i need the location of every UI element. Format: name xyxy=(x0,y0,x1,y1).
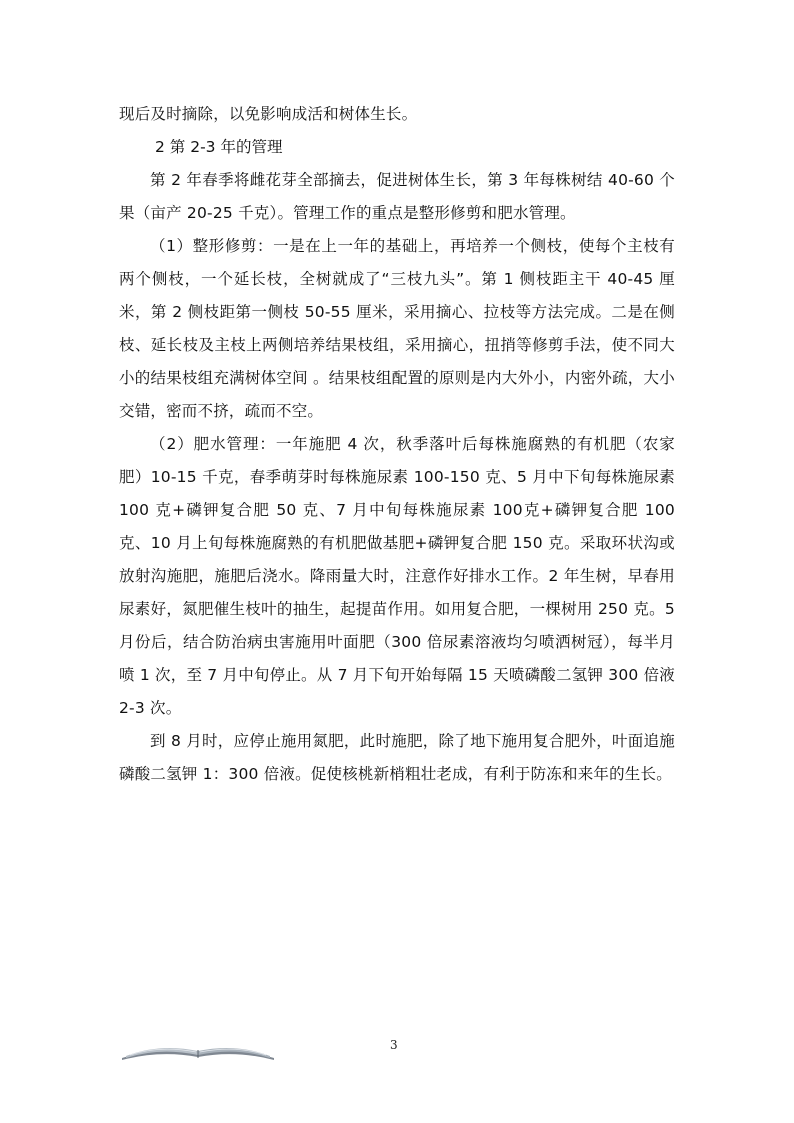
paragraph-pruning: （1）整形修剪：一是在上一年的基础上，再培养一个侧枝，使每个主枝有两个侧枝，一个延长枝，全树就成了“三枝九头”。第 1 侧枝距主干 40-45 厘米，第 2 侧枝距第一侧枝 50-55 厘米，采用摘心、拉枝等方法完成。二是在侧枝、延长枝及主枝上两侧培养结果枝组，采用摘心，扭捎等修剪手法，使不同大小的结果枝组充满树体空间 。结果枝组配置的原则是内大外小，内密外疏，大小交错，密而不挤，疏而不空。 xyxy=(119,237,675,420)
paragraph-august: 到 8 月时，应停止施用氮肥，此时施肥，除了地下施用复合肥外，叶面追施磷酸二氢钾 1：300 倍液。促使核桃新梢粗壮老成，有利于防冻和来年的生长。 xyxy=(119,732,675,783)
paragraph-year-overview: 第 2 年春季将雌花芽全部摘去，促进树体生长，第 3 年每株树结 40-60 个果（亩产 20-25 千克）。管理工作的重点是整形修剪和肥水管理。 xyxy=(119,171,675,222)
paragraph-continuation: 现后及时摘除，以免影响成活和树体生长。 xyxy=(119,105,418,123)
paragraph-fertilizer: （2）肥水管理：一年施肥 4 次，秋季落叶后每株施腐熟的有机肥（农家肥）10-15 千克，春季萌芽时每株施尿素 100-150 克、5 月中下旬每株施尿素 100 克+磷钾复合肥 50 克、7 月中旬每株施尿素 100克+磷钾复合肥 100 克、10 月上旬每株施腐熟的有机肥做基肥+磷钾复合肥 150 克。采取环状沟或放射沟施肥，施肥后浇水。降雨量大时，注意作好排水工作。2 年生树，早春用尿素好，氮肥催生枝叶的抽生，起提苗作用。如用复合肥，一棵树用 250 克。5 月份后，结合防治病虫害施用叶面肥（300 倍尿素溶液均匀喷洒树冠），每半月喷 1 次，至 7 月中旬停止。从 7 月下旬开始每隔 15 天喷磷酸二氢钾 300 倍液 2-3 次。 xyxy=(119,435,675,717)
open-book-icon xyxy=(120,1038,276,1062)
section-heading: 2 第 2-3 年的管理 xyxy=(155,138,283,156)
page-number: 3 xyxy=(390,1038,398,1052)
document-body xyxy=(119,98,675,791)
